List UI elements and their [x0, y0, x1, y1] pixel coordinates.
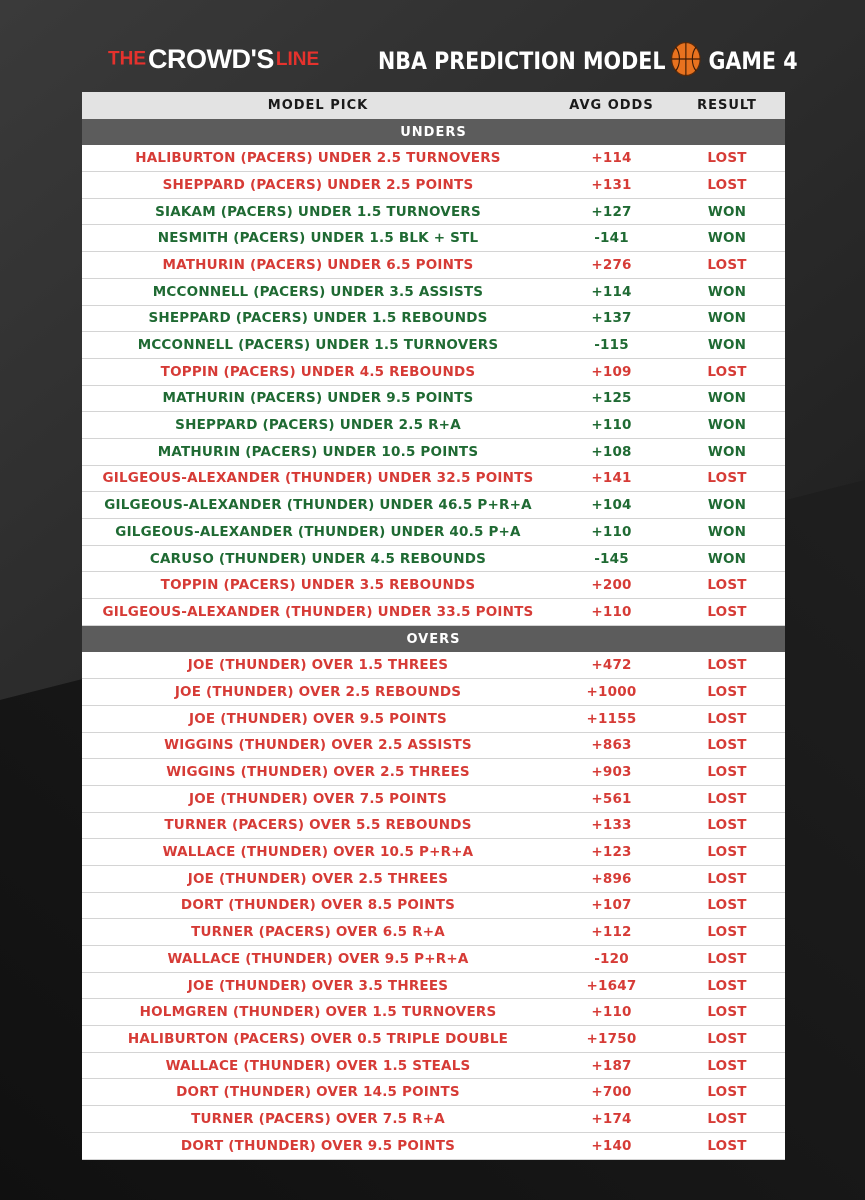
result-cell: LOST — [707, 844, 747, 861]
result-cell: WON — [707, 523, 747, 540]
result-cell: WON — [707, 497, 747, 514]
brand-logo — [108, 44, 319, 76]
table-row — [82, 332, 785, 359]
column-header-result: RESULT — [697, 97, 757, 113]
picks-table — [82, 92, 785, 1160]
result-cell: LOST — [707, 737, 747, 754]
odds-cell: +1000 — [586, 683, 637, 700]
result-cell: WON — [707, 390, 747, 407]
result-cell: LOST — [707, 1084, 747, 1101]
table-row — [82, 386, 785, 413]
odds-cell: +141 — [591, 470, 632, 487]
result-cell: WON — [707, 550, 747, 567]
basketball-icon — [671, 41, 702, 77]
table-row — [82, 252, 785, 279]
table-row — [82, 733, 785, 760]
pick-cell: CARUSO (THUNDER) UNDER 4.5 REBOUNDS — [149, 550, 487, 567]
header — [0, 38, 865, 82]
odds-cell: +109 — [591, 363, 632, 380]
pick-cell: TOPPIN (PACERS) UNDER 3.5 REBOUNDS — [160, 577, 476, 594]
result-cell: LOST — [707, 870, 747, 887]
pick-cell: JOE (THUNDER) OVER 9.5 POINTS — [189, 710, 447, 727]
odds-cell: +174 — [591, 1110, 632, 1127]
pick-cell: TURNER (PACERS) OVER 6.5 R+A — [191, 924, 445, 941]
result-cell: LOST — [707, 150, 747, 167]
odds-cell: +112 — [591, 924, 632, 941]
table-row — [82, 439, 785, 466]
table-row — [82, 492, 785, 519]
title-model: NBA PREDICTION MODEL — [378, 47, 666, 75]
pick-cell: GILGEOUS-ALEXANDER (THUNDER) UNDER 40.5 P+A — [115, 523, 521, 540]
pick-cell: JOE (THUNDER) OVER 2.5 REBOUNDS — [174, 683, 462, 700]
pick-cell: WALLACE (THUNDER) OVER 1.5 STEALS — [165, 1057, 471, 1074]
table-row — [82, 1133, 785, 1160]
table-row — [82, 1026, 785, 1053]
result-cell: LOST — [707, 897, 747, 914]
odds-cell: +110 — [591, 417, 632, 434]
brand-line: LINE — [275, 48, 320, 70]
table-row — [82, 572, 785, 599]
result-cell: LOST — [707, 977, 747, 994]
odds-cell: +108 — [591, 443, 632, 460]
result-cell: LOST — [707, 790, 747, 807]
pick-cell: HOLMGREN (THUNDER) OVER 1.5 TURNOVERS — [139, 1004, 497, 1021]
result-cell: LOST — [707, 764, 747, 781]
odds-cell: +125 — [591, 390, 632, 407]
odds-cell: +131 — [591, 176, 632, 193]
result-cell: WON — [707, 283, 747, 300]
odds-cell: +1750 — [586, 1030, 637, 1047]
table-row — [82, 813, 785, 840]
result-cell: LOST — [707, 1137, 747, 1154]
pick-cell: HALIBURTON (PACERS) OVER 0.5 TRIPLE DOUBLE — [127, 1030, 509, 1047]
pick-cell: JOE (THUNDER) OVER 3.5 THREES — [187, 977, 449, 994]
result-cell: LOST — [707, 683, 747, 700]
section-header-overs: OVERS — [82, 626, 785, 653]
result-cell: WON — [707, 417, 747, 434]
table-row — [82, 786, 785, 813]
result-cell: WON — [707, 310, 747, 327]
odds-cell: -145 — [594, 550, 629, 567]
table-row — [82, 519, 785, 546]
odds-cell: +107 — [591, 897, 632, 914]
odds-cell: +137 — [591, 310, 632, 327]
table-row — [82, 759, 785, 786]
table-row — [82, 145, 785, 172]
result-cell: LOST — [707, 924, 747, 941]
pick-cell: NESMITH (PACERS) UNDER 1.5 BLK + STL — [157, 230, 479, 247]
result-cell: LOST — [707, 1030, 747, 1047]
result-cell: LOST — [707, 256, 747, 273]
odds-cell: +140 — [591, 1137, 632, 1154]
brand-the: THE — [108, 48, 146, 70]
pick-cell: WIGGINS (THUNDER) OVER 2.5 ASSISTS — [164, 737, 472, 754]
pick-cell: MATHURIN (PACERS) UNDER 9.5 POINTS — [162, 390, 474, 407]
odds-cell: +1155 — [586, 710, 637, 727]
pick-cell: SHEPPARD (PACERS) UNDER 1.5 REBOUNDS — [148, 310, 488, 327]
odds-cell: +200 — [591, 577, 632, 594]
table-row — [82, 1053, 785, 1080]
odds-cell: +123 — [591, 844, 632, 861]
odds-cell: -115 — [594, 337, 629, 354]
pick-cell: SHEPPARD (PACERS) UNDER 2.5 POINTS — [162, 176, 474, 193]
table-row — [82, 359, 785, 386]
pick-cell: HALIBURTON (PACERS) UNDER 2.5 TURNOVERS — [135, 150, 501, 167]
table-row — [82, 599, 785, 626]
table-row — [82, 412, 785, 439]
result-cell: LOST — [707, 577, 747, 594]
odds-cell: -141 — [594, 230, 629, 247]
odds-cell: +127 — [591, 203, 632, 220]
pick-cell: TURNER (PACERS) OVER 7.5 R+A — [191, 1110, 445, 1127]
column-header-pick: MODEL PICK — [267, 97, 369, 113]
pick-cell: SHEPPARD (PACERS) UNDER 2.5 R+A — [175, 417, 461, 434]
odds-cell: +114 — [591, 283, 632, 300]
pick-cell: MCCONNELL (PACERS) UNDER 1.5 TURNOVERS — [137, 337, 499, 354]
odds-cell: +104 — [591, 497, 632, 514]
result-cell: WON — [707, 337, 747, 354]
table-row — [82, 999, 785, 1026]
pick-cell: WALLACE (THUNDER) OVER 10.5 P+R+A — [162, 844, 474, 861]
odds-cell: +110 — [591, 1004, 632, 1021]
table-row — [82, 706, 785, 733]
pick-cell: DORT (THUNDER) OVER 14.5 POINTS — [176, 1084, 460, 1101]
result-cell: LOST — [707, 176, 747, 193]
table-row — [82, 225, 785, 252]
pick-cell: JOE (THUNDER) OVER 1.5 THREES — [187, 657, 449, 674]
pick-cell: DORT (THUNDER) OVER 8.5 POINTS — [180, 897, 456, 914]
column-header-odds: AVG ODDS — [569, 97, 654, 113]
pick-cell: JOE (THUNDER) OVER 2.5 THREES — [187, 870, 449, 887]
table-row — [82, 652, 785, 679]
table-row — [82, 893, 785, 920]
odds-cell: +700 — [591, 1084, 632, 1101]
section-header-unders: UNDERS — [82, 119, 785, 146]
pick-cell: MATHURIN (PACERS) UNDER 6.5 POINTS — [162, 256, 474, 273]
table-row — [82, 679, 785, 706]
odds-cell: +561 — [591, 790, 632, 807]
pick-cell: GILGEOUS-ALEXANDER (THUNDER) UNDER 33.5 POINTS — [102, 603, 534, 620]
odds-cell: +133 — [591, 817, 632, 834]
odds-cell: -120 — [594, 950, 629, 967]
result-cell: LOST — [707, 470, 747, 487]
table-row — [82, 546, 785, 573]
result-cell: LOST — [707, 1110, 747, 1127]
odds-cell: +896 — [591, 870, 632, 887]
brand-crowds: CROWD'S — [148, 44, 274, 74]
table-row — [82, 199, 785, 226]
result-cell: WON — [707, 230, 747, 247]
page-title — [378, 42, 798, 79]
odds-cell: +1647 — [586, 977, 637, 994]
table-row — [82, 279, 785, 306]
result-cell: WON — [707, 443, 747, 460]
pick-cell: MCCONNELL (PACERS) UNDER 3.5 ASSISTS — [152, 283, 484, 300]
table-row — [82, 973, 785, 1000]
result-cell: LOST — [707, 603, 747, 620]
odds-cell: +903 — [591, 764, 632, 781]
table-header — [82, 92, 785, 119]
result-cell: LOST — [707, 1004, 747, 1021]
odds-cell: +110 — [591, 523, 632, 540]
odds-cell: +276 — [591, 256, 632, 273]
table-row — [82, 839, 785, 866]
result-cell: LOST — [707, 710, 747, 727]
table-row — [82, 466, 785, 493]
odds-cell: +110 — [591, 603, 632, 620]
table-row — [82, 172, 785, 199]
pick-cell: JOE (THUNDER) OVER 7.5 POINTS — [189, 790, 447, 807]
pick-cell: DORT (THUNDER) OVER 9.5 POINTS — [180, 1137, 456, 1154]
result-cell: LOST — [707, 950, 747, 967]
title-game: GAME 4 — [708, 47, 798, 75]
pick-cell: WALLACE (THUNDER) OVER 9.5 P+R+A — [167, 950, 469, 967]
pick-cell: MATHURIN (PACERS) UNDER 10.5 POINTS — [157, 443, 479, 460]
pick-cell: SIAKAM (PACERS) UNDER 1.5 TURNOVERS — [155, 203, 481, 220]
pick-cell: GILGEOUS-ALEXANDER (THUNDER) UNDER 32.5 POINTS — [102, 470, 534, 487]
result-cell: LOST — [707, 657, 747, 674]
pick-cell: WIGGINS (THUNDER) OVER 2.5 THREES — [166, 764, 470, 781]
result-cell: LOST — [707, 1057, 747, 1074]
odds-cell: +863 — [591, 737, 632, 754]
result-cell: LOST — [707, 363, 747, 380]
table-row — [82, 919, 785, 946]
table-row — [82, 1106, 785, 1133]
table-row — [82, 306, 785, 333]
odds-cell: +472 — [591, 657, 632, 674]
result-cell: WON — [707, 203, 747, 220]
table-row — [82, 946, 785, 973]
pick-cell: TURNER (PACERS) OVER 5.5 REBOUNDS — [164, 817, 472, 834]
odds-cell: +114 — [591, 150, 632, 167]
odds-cell: +187 — [591, 1057, 632, 1074]
table-row — [82, 866, 785, 893]
result-cell: LOST — [707, 817, 747, 834]
pick-cell: GILGEOUS-ALEXANDER (THUNDER) UNDER 46.5 P+R+A — [104, 497, 532, 514]
table-row — [82, 1079, 785, 1106]
pick-cell: TOPPIN (PACERS) UNDER 4.5 REBOUNDS — [160, 363, 476, 380]
